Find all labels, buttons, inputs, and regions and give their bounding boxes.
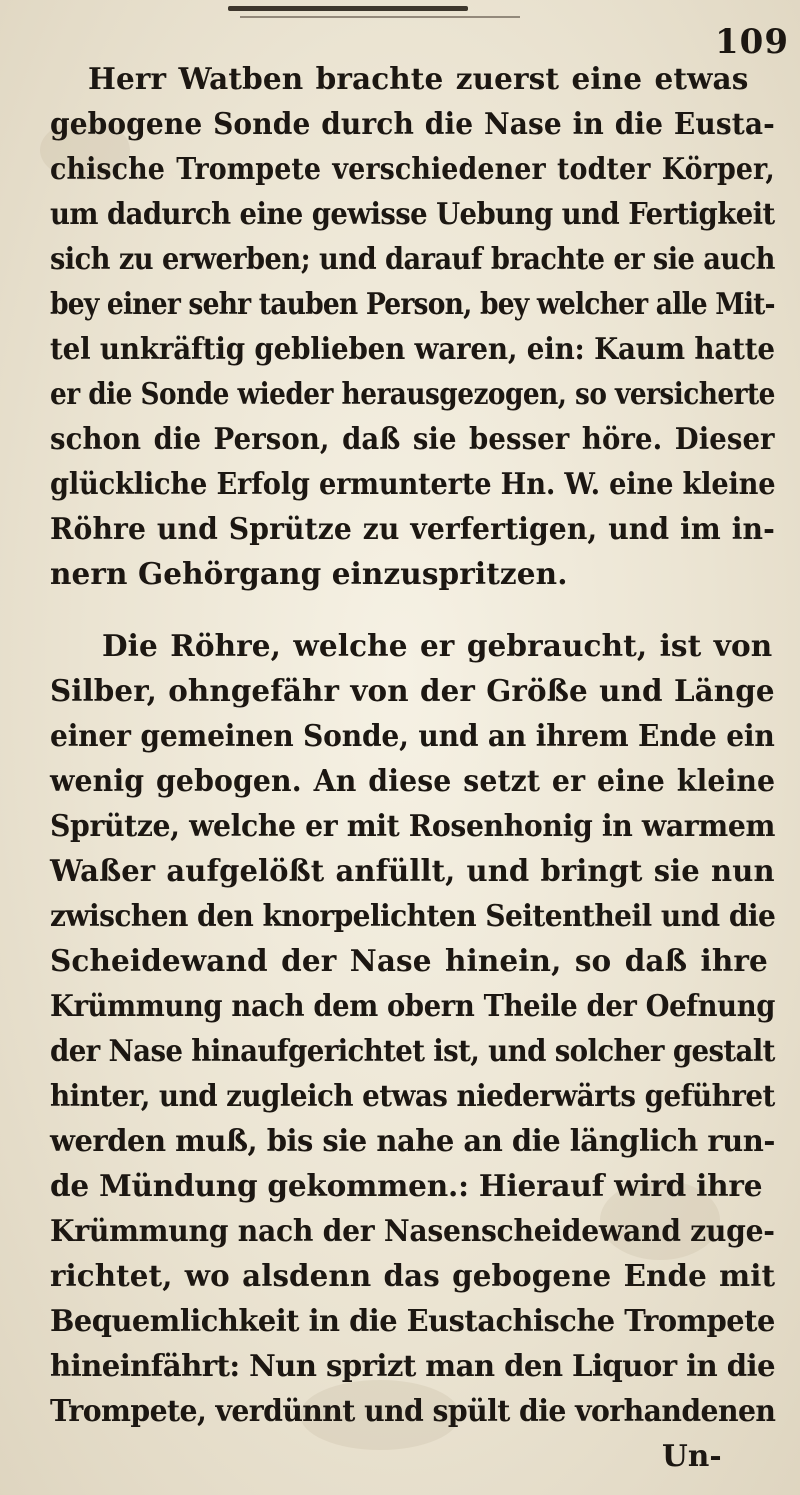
text-line: hinter, und zugleich etwas niederwärts geführet	[50, 1078, 775, 1113]
text-line: Krümmung nach dem obern Theile der Oefnung	[50, 988, 776, 1023]
text-line: Trompete, verdünnt und spült die vorhandenen	[50, 1393, 776, 1428]
text-line: sich zu erwerben; und darauf brachte er sie auch	[50, 241, 775, 276]
header-rule	[228, 6, 468, 11]
text-line: de Mündung gekommen.: Hierauf wird ihre	[50, 1168, 763, 1203]
text-line: Scheidewand der Nase hinein, so daß ihre	[50, 943, 768, 978]
text-line: gebogene Sonde durch die Nase in die Eusta-	[50, 106, 775, 141]
text-line: glückliche Erfolg ermunterte Hn. W. eine kleine	[50, 466, 776, 501]
text-line: nern Gehörgang einzuspritzen.	[50, 556, 568, 591]
text-line: hineinfährt: Nun sprizt man den Liquor in die	[50, 1348, 776, 1383]
text-line: Silber, ohngefähr von der Größe und Länge	[50, 673, 775, 708]
text-line: Bequemlichkeit in die Eustachische Trompete	[50, 1303, 775, 1338]
text-line: werden muß, bis sie nahe an die länglich run-	[50, 1123, 775, 1158]
header-rule-thin	[240, 16, 520, 18]
text-line: wenig gebogen. An diese setzt er eine kleine	[50, 763, 776, 798]
text-line: bey einer sehr tauben Person, bey welcher alle Mit-	[50, 286, 775, 321]
text-line: tel unkräftig geblieben waren, ein: Kaum hatte	[50, 331, 775, 366]
text-line: Die Röhre, welche er gebraucht, ist von	[102, 628, 773, 663]
catchword: Un-	[662, 1438, 722, 1473]
text-line: um dadurch eine gewisse Uebung und Fertigkeit	[50, 196, 775, 231]
text-line: der Nase hinaufgerichtet ist, und solcher gestalt	[50, 1033, 775, 1068]
text-line: Sprütze, welche er mit Rosenhonig in warmem	[50, 808, 776, 843]
page-number: 109	[715, 22, 789, 62]
text-line: chische Trompete verschiedener todter Körper,	[50, 151, 775, 186]
text-line: schon die Person, daß sie besser höre. Dieser	[50, 421, 775, 456]
text-line: Krümmung nach der Nasenscheidewand zuge-	[50, 1213, 775, 1248]
text-line: Herr Watben brachte zuerst eine etwas	[88, 61, 749, 96]
text-line: Röhre und Sprütze zu verfertigen, und im in-	[50, 511, 775, 546]
text-line: richtet, wo alsdenn das gebogene Ende mit	[50, 1258, 776, 1293]
text-line: zwischen den knorpelichten Seitentheil und die	[50, 898, 776, 933]
text-line: einer gemeinen Sonde, und an ihrem Ende ein	[50, 718, 775, 753]
text-line: er die Sonde wieder herausgezogen, so versicherte	[50, 376, 775, 411]
text-line: Waßer aufgelößt anfüllt, und bringt sie nun	[50, 853, 775, 888]
